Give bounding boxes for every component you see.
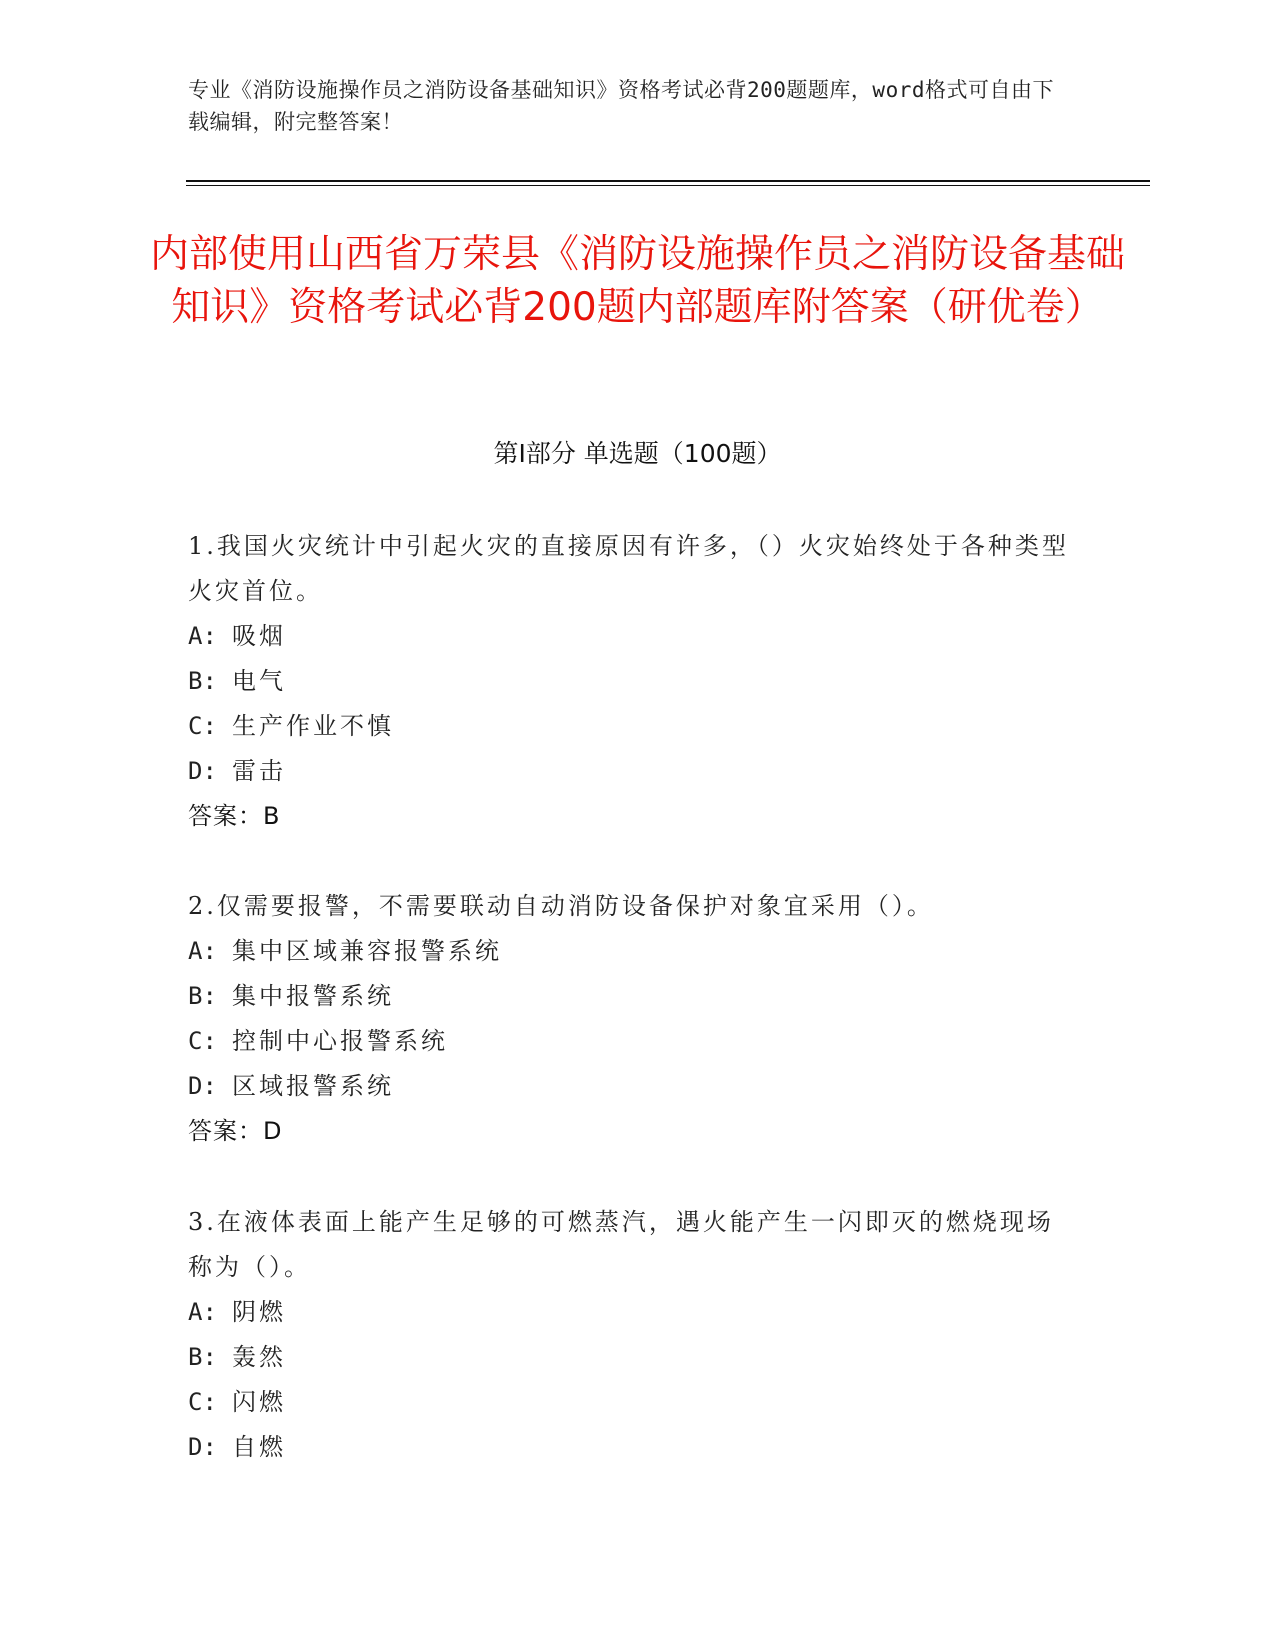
question-stem: 1.我国火灾统计中引起火灾的直接原因有许多，（）火灾始终处于各种类型火灾首位。: [188, 532, 1069, 605]
option-text: 集中区域兼容报警系统: [232, 937, 502, 965]
section-title: 第Ⅰ部分 单选题（100题）: [493, 439, 782, 468]
option-key: D:: [188, 1072, 217, 1100]
option-a: [188, 1290, 1088, 1335]
option-key: C:: [188, 712, 217, 740]
option-key: A:: [188, 622, 217, 650]
option-text: 轰然: [232, 1343, 286, 1371]
option-text: 自燃: [232, 1433, 286, 1461]
document-title: 内部使用山西省万荣县《消防设施操作员之消防设备基础知识》资格考试必背200题内部题库附答案（研优卷）: [150, 232, 1126, 330]
answer-label: 答案：B: [188, 802, 281, 830]
question-2: [188, 884, 1088, 1154]
option-text: 雷击: [232, 757, 286, 785]
option-c: [188, 1019, 1088, 1064]
option-text: 控制中心报警系统: [232, 1027, 448, 1055]
option-b: [188, 1335, 1088, 1380]
header-divider-thick: [186, 180, 1150, 182]
option-c: [188, 1380, 1088, 1425]
header-divider-thin: [186, 185, 1150, 186]
option-key: A:: [188, 937, 217, 965]
option-key: D:: [188, 757, 217, 785]
option-key: B:: [188, 982, 217, 1010]
question-3: [188, 1200, 1088, 1470]
option-c: [188, 704, 1088, 749]
question-stem: 3.在液体表面上能产生足够的可燃蒸汽，遇火能产生一闪即灭的燃烧现场称为（）。: [188, 1208, 1054, 1281]
option-text: 区域报警系统: [232, 1072, 394, 1100]
option-a: [188, 614, 1088, 659]
option-text: 生产作业不慎: [232, 712, 394, 740]
option-a: [188, 929, 1088, 974]
option-text: 集中报警系统: [232, 982, 394, 1010]
option-key: B:: [188, 667, 217, 695]
option-key: C:: [188, 1388, 217, 1416]
option-d: [188, 1064, 1088, 1109]
option-text: 吸烟: [232, 622, 286, 650]
option-d: [188, 1425, 1088, 1470]
answer-label: 答案：D: [188, 1117, 283, 1145]
option-b: [188, 974, 1088, 1019]
option-text: 阴燃: [232, 1298, 286, 1326]
option-key: B:: [188, 1343, 217, 1371]
option-key: C:: [188, 1027, 217, 1055]
option-text: 闪燃: [232, 1388, 286, 1416]
option-b: [188, 659, 1088, 704]
header-note: 专业《消防设施操作员之消防设备基础知识》资格考试必背200题题库，word格式可自由下载编辑，附完整答案！: [188, 78, 1054, 134]
option-key: A:: [188, 1298, 217, 1326]
option-text: 电气: [232, 667, 286, 695]
question-1: [188, 524, 1088, 839]
option-d: [188, 749, 1088, 794]
question-stem: 2.仅需要报警，不需要联动自动消防设备保护对象宜采用（）。: [188, 892, 934, 920]
option-key: D:: [188, 1433, 217, 1461]
